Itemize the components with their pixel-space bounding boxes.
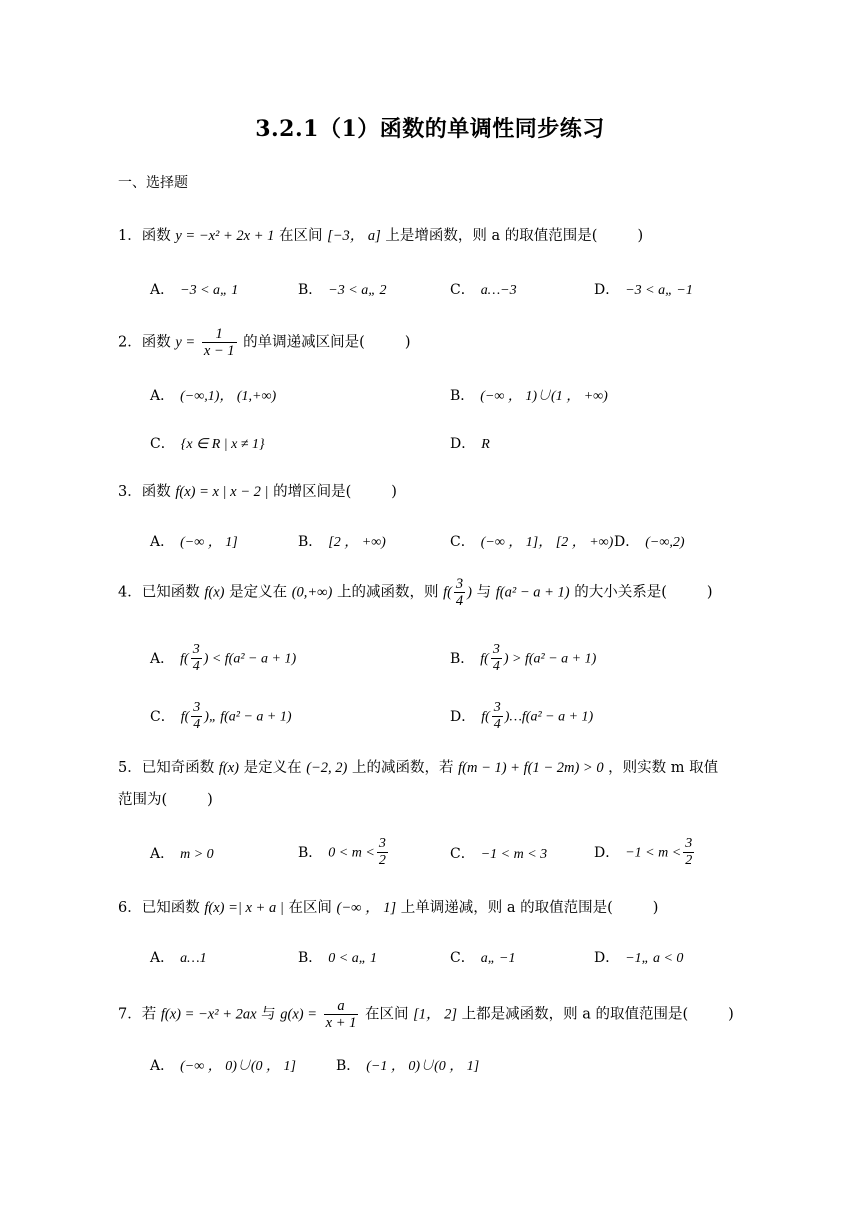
option-1c: C． a…−3 (450, 282, 517, 298)
option-4a: A． f( $\frac{3}{4}$ ) < f(a² − a + 1) (150, 642, 297, 674)
question-1: 1．函数 y = −x² + 2x + 1 在区间 [−3， a] 上是增函数，则 a 的取值范围是( ) (118, 228, 644, 244)
question-5-line-2: 范围为( ) (118, 792, 213, 808)
option-2a: A． (−∞,1)， (1,+∞) (150, 388, 277, 404)
option-1a: A． −3 < a„ 1 (150, 282, 239, 298)
question-2: 2．函数 y = $\frac{1}{x - 1}$ 的单调递减区间是( ) (118, 326, 411, 359)
option-6a: A． a…1 (150, 950, 207, 966)
question-7: 7．若 f(x) = −x² + 2ax 与 g(x) = $\frac{a}{x + 1}$ 在区间 [1， 2] 上都是减函数，则 a 的取值范围是( ) (118, 998, 734, 1031)
option-5a: A． m > 0 (150, 846, 214, 862)
fraction: $\frac{3}{4}$ (455, 576, 464, 609)
section-heading: 一、选择题 (118, 175, 188, 191)
option-3d: D． (−∞,2) (614, 534, 685, 550)
question-5: 5．已知奇函数 f(x) 是定义在 (−2, 2) 上的减函数，若 f(m − 1) + f(1 − 2m) > 0 ，则实数 m 取值 (118, 760, 719, 776)
option-2d: D． R (450, 436, 490, 452)
option-5d: D． −1 < m < $\frac{3}{2}$ (594, 836, 693, 868)
page-title: 3.2.1（1）函数的单调性同步练习 (255, 116, 605, 142)
question-4: 4．已知函数 f(x) 是定义在 (0,+∞) 上的减函数，则 f( $\frac{3}{4}$ ) 与 f(a² − a + 1) 的大小关系是( ) (118, 576, 713, 609)
option-6d: D． −1„ a < 0 (594, 950, 684, 966)
option-4b: B． f( $\frac{3}{4}$ ) > f(a² − a + 1) (450, 642, 597, 674)
option-3a: A． (−∞ ， 1] (150, 534, 238, 550)
fraction: $\frac{1}{x - 1}$ (203, 326, 235, 359)
fraction: $\frac{a}{x + 1}$ (325, 998, 357, 1031)
option-1b: B． −3 < a„ 2 (298, 282, 387, 298)
option-2b: B． (−∞ ， 1)∪(1 ， +∞) (450, 388, 608, 404)
option-4c: C． f( $\frac{3}{4}$ )„ f(a² − a + 1) (150, 700, 292, 732)
option-6b: B． 0 < a„ 1 (298, 950, 378, 966)
option-4d: D． f( $\frac{3}{4}$ )…f(a² − a + 1) (450, 700, 594, 732)
option-3c: C． (−∞ ， 1]， [2 ， +∞) (450, 534, 614, 550)
option-7b: B． (−1 ， 0)∪(0 ， 1] (336, 1058, 480, 1074)
option-5b: B． 0 < m < $\frac{3}{2}$ (298, 836, 386, 868)
question-3: 3．函数 f(x) = x | x − 2 | 的增区间是( ) (118, 484, 397, 500)
option-7a: A． (−∞ ， 0)∪(0 ， 1] (150, 1058, 296, 1074)
option-3b: B． [2 ， +∞) (298, 534, 386, 550)
option-1d: D． −3 < a„ −1 (594, 282, 693, 298)
option-2c: C． {x ∈ R | x ≠ 1} (150, 436, 265, 452)
option-6c: C． a„ −1 (450, 950, 516, 966)
option-5c: C． −1 < m < 3 (450, 846, 548, 862)
question-6: 6．已知函数 f(x) =| x + a | 在区间 (−∞ ， 1] 上单调递减，则 a 的取值范围是( ) (118, 900, 659, 916)
